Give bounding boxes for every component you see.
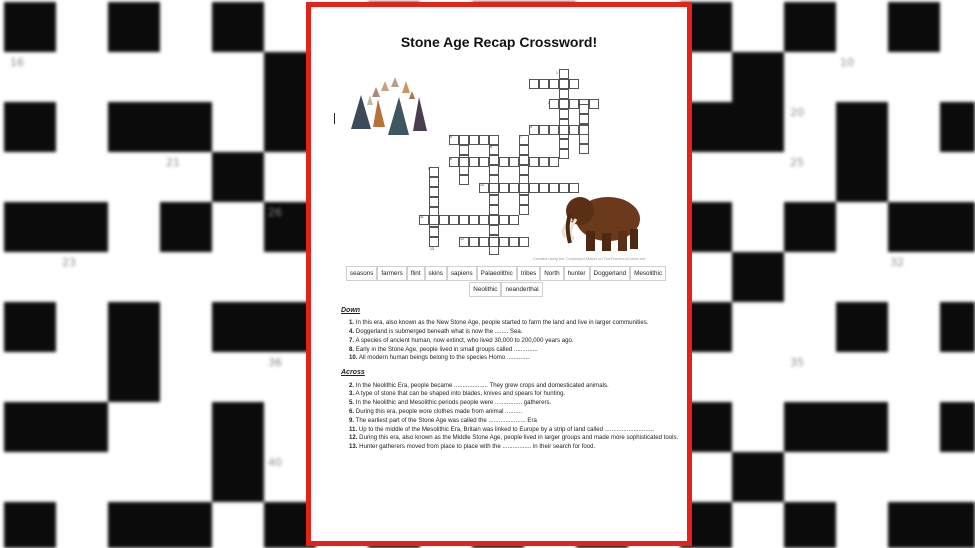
clue-item (341, 328, 681, 336)
crossword-cell[interactable] (469, 215, 479, 225)
background-black-cell (836, 102, 888, 152)
background-black-cell (940, 202, 975, 252)
crossword-cell[interactable] (459, 135, 469, 145)
crossword-cell[interactable] (449, 215, 459, 225)
clue-item (341, 408, 681, 416)
crossword-cell[interactable] (479, 237, 489, 247)
crossword-cell[interactable] (579, 144, 589, 154)
crossword-cell[interactable] (489, 225, 499, 235)
background-black-cell (784, 502, 836, 548)
crossword-cell[interactable] (579, 114, 589, 124)
background-black-cell (940, 102, 975, 152)
crossword-cell[interactable] (519, 237, 529, 247)
word-bank-item: flint (407, 266, 425, 281)
crossword-cell[interactable] (579, 125, 589, 135)
crossword-cell[interactable] (529, 79, 539, 89)
background-black-cell (4, 202, 56, 252)
clues-section (341, 307, 681, 452)
crossword-cell[interactable] (519, 145, 529, 155)
crossword-cell[interactable] (539, 183, 549, 193)
clue-text: All modern human beings belong to the species Homo .............. (357, 354, 531, 362)
crossword-cell[interactable] (489, 155, 499, 165)
background-black-cell (212, 402, 264, 452)
clue-item (341, 399, 681, 407)
crossword-cell[interactable] (429, 187, 439, 197)
crossword-cell[interactable] (519, 205, 529, 215)
background-black-cell (732, 52, 784, 102)
background-black-cell (836, 402, 888, 452)
background-cell-number: 26 (268, 206, 282, 219)
crossword-cell[interactable] (479, 157, 489, 167)
crossword-cell[interactable] (479, 135, 489, 145)
background-cell-number: 23 (62, 256, 76, 269)
crossword-cell[interactable] (459, 157, 469, 167)
clue-number: 2. (349, 381, 355, 389)
crossword-cell[interactable] (579, 104, 589, 114)
crossword-cell[interactable] (429, 215, 439, 225)
background-cell-number: 21 (166, 156, 180, 169)
crossword-cell[interactable] (459, 215, 469, 225)
clue-text: During this era, also known as the Middle Stone Age, people lived in larger groups and made more sophisticated tools. (357, 434, 679, 442)
background-cell-number: 10 (840, 56, 854, 69)
background-black-cell (108, 302, 160, 352)
clue-text: A species of ancient human, now extinct, who lived 30,000 to 200,000 years ago. (354, 336, 574, 344)
crossword-cell[interactable] (509, 157, 519, 167)
background-cell-number: 20 (790, 106, 804, 119)
crossword-cell[interactable] (489, 237, 499, 247)
crossword-cell[interactable] (429, 237, 439, 247)
clue-item (341, 346, 681, 354)
across-clues (341, 382, 681, 452)
clue-text: In this era, also known as the New Stone Age, people started to farm the land and live in larger communities. (354, 319, 649, 327)
crossword-cell[interactable] (429, 167, 439, 177)
word-bank-item: Mesolithic (630, 266, 666, 281)
clue-text: A type of stone that can be shaped into blades, knives and spears for hunting. (354, 390, 566, 398)
crossword-cell[interactable] (499, 215, 509, 225)
clue-item (341, 337, 681, 345)
clue-text: Early in the Stone Age, people lived in small groups called .............. (354, 345, 538, 353)
clue-text: In the Neolithic Era, people became .................... They grew crops and domesticated animals. (354, 381, 609, 389)
crossword-cell[interactable] (429, 177, 439, 187)
clue-number: 11. (349, 425, 358, 433)
background-black-cell (212, 452, 264, 502)
across-heading: Across (341, 369, 365, 377)
credit-text: Created using the Crossword Maker on TheTeachersCorner.net (533, 256, 646, 261)
crossword-cell-number: 13 (430, 247, 434, 251)
background-black-cell (4, 2, 56, 52)
word-bank-item: hunter (564, 266, 590, 281)
crossword-cell[interactable] (509, 215, 519, 225)
background-black-cell (108, 502, 160, 548)
clue-item (341, 319, 681, 327)
mammoth-image (556, 185, 652, 255)
word-bank-item: Palaeolithic (477, 266, 517, 281)
crossword-cell-number: 9 (428, 167, 430, 171)
word-bank (343, 266, 669, 298)
background-black-cell (836, 152, 888, 202)
background-black-cell (732, 102, 784, 152)
crossword-cell[interactable] (519, 155, 529, 165)
clue-text: Hunter gatherers moved from place to place with the ................. in their search for food. (357, 443, 596, 451)
background-black-cell (784, 202, 836, 252)
down-heading: Down (341, 307, 361, 314)
clue-number: 10. (349, 354, 358, 362)
clue-text: During this era, people wore clothes made from animal .......... (354, 407, 523, 415)
crossword-cell[interactable] (489, 183, 499, 193)
crossword-cell[interactable] (499, 183, 509, 193)
background-black-cell (940, 302, 975, 352)
background-black-cell (4, 102, 56, 152)
clue-item (341, 417, 681, 425)
crossword-cell[interactable] (429, 227, 439, 237)
crossword-cell[interactable] (549, 157, 559, 167)
word-bank-item: sapiens (447, 266, 477, 281)
crossword-cell[interactable] (559, 79, 569, 89)
clue-number: 1. (349, 319, 355, 327)
crossword-cell[interactable] (589, 99, 599, 109)
clue-number: 5. (349, 399, 355, 407)
crossword-cell[interactable] (429, 197, 439, 207)
crossword-cell[interactable] (559, 69, 569, 79)
crossword-cell[interactable] (549, 79, 559, 89)
crossword-cell[interactable] (519, 165, 529, 175)
background-black-cell (940, 502, 975, 548)
crossword-cell[interactable] (549, 99, 559, 109)
background-black-cell (212, 302, 264, 352)
clue-number: 6. (349, 407, 355, 415)
background-black-cell (212, 2, 264, 52)
background-black-cell (836, 302, 888, 352)
crossword-cell[interactable] (469, 237, 479, 247)
crossword-cell[interactable] (489, 165, 499, 175)
crossword-cell[interactable] (469, 135, 479, 145)
clue-number: 3. (349, 390, 355, 398)
clue-item (341, 354, 681, 362)
background-black-cell (108, 2, 160, 52)
clue-item (341, 390, 681, 398)
background-black-cell (160, 102, 212, 152)
clue-number: 13. (349, 443, 358, 451)
crossword-cell[interactable] (529, 157, 539, 167)
crossword-cell[interactable] (459, 175, 469, 185)
crossword-cell[interactable] (579, 134, 589, 144)
clue-number: 12. (349, 434, 358, 442)
crossword-cell[interactable] (439, 215, 449, 225)
clue-item (341, 443, 681, 451)
background-black-cell (56, 402, 108, 452)
crossword-cell-number: 11 (420, 215, 424, 219)
word-bank-item: farmers (377, 266, 406, 281)
crossword-cell[interactable] (539, 79, 549, 89)
word-bank-item: North (540, 266, 563, 281)
clue-text: The earliest part of the Stone Age was called the ...................... Era (354, 416, 537, 424)
background-cell-number: 32 (890, 256, 904, 269)
crossword-cell[interactable] (509, 237, 519, 247)
crossword-cell[interactable] (569, 79, 579, 89)
word-bank-item: skins (425, 266, 447, 281)
crossword-cell-number: 6 (450, 157, 452, 161)
crossword-cell-number: 7 (520, 135, 522, 139)
crossword-cell[interactable] (559, 89, 569, 99)
crossword-worksheet (306, 2, 692, 546)
clue-text: In the Neolithic and Mesolithic periods people were ................ gatherers. (354, 399, 552, 407)
crossword-cell[interactable] (499, 237, 509, 247)
clue-text: Doggerland is submerged beneath what is now the ........ Sea. (354, 328, 523, 336)
background-cell-number: 16 (10, 56, 24, 69)
crossword-cell[interactable] (479, 215, 489, 225)
clue-number: 8. (349, 345, 355, 353)
crossword-cell[interactable] (549, 125, 559, 135)
clue-number: 7. (349, 336, 355, 344)
crossword-cell[interactable] (559, 139, 569, 149)
background-black-cell (784, 2, 836, 52)
background-cell-number: 35 (790, 356, 804, 369)
background-black-cell (888, 202, 940, 252)
word-bank-item: neanderthal (501, 282, 542, 297)
crossword-cell-number: 4 (578, 103, 580, 107)
crossword-cell[interactable] (569, 125, 579, 135)
background-black-cell (160, 202, 212, 252)
crossword-cell[interactable] (559, 99, 569, 109)
background-black-cell (108, 352, 160, 402)
background-black-cell (4, 502, 56, 548)
down-clues (341, 319, 681, 362)
crossword-cell-number: 3 (530, 125, 532, 129)
background-black-cell (888, 2, 940, 52)
word-bank-item: Doggerland (590, 266, 631, 281)
crossword-cell[interactable] (499, 157, 509, 167)
crossword-cell[interactable] (489, 205, 499, 215)
crossword-cell[interactable] (519, 195, 529, 205)
background-black-cell (940, 402, 975, 452)
crossword-cell-number: 8 (490, 145, 492, 149)
clue-text: Up to the middle of the Mesolithic Era, Britain was linked to Europe by a strip of land called ............................. (357, 425, 654, 433)
background-cell-number: 25 (790, 156, 804, 169)
background-black-cell (160, 502, 212, 548)
crossword-cell[interactable] (509, 183, 519, 193)
background-black-cell (4, 302, 56, 352)
crossword-cell[interactable] (559, 149, 569, 159)
background-cell-number: 40 (268, 456, 282, 469)
crossword-cell[interactable] (489, 215, 499, 225)
clue-number: 4. (349, 328, 355, 336)
crossword-cell[interactable] (489, 135, 499, 145)
crossword-cell[interactable] (559, 109, 569, 119)
background-black-cell (888, 502, 940, 548)
crossword-cell-number: 10 (480, 183, 484, 187)
background-black-cell (56, 202, 108, 252)
crossword-cell[interactable] (459, 145, 469, 155)
word-bank-item: tribes (517, 266, 540, 281)
background-black-cell (108, 102, 160, 152)
crossword-cell[interactable] (469, 157, 479, 167)
clue-number: 9. (349, 416, 355, 424)
crossword-cell-number: 2 (548, 101, 550, 105)
background-black-cell (4, 402, 56, 452)
crossword-cell[interactable] (489, 195, 499, 205)
word-bank-item: Neolithic (469, 282, 501, 297)
background-black-cell (732, 452, 784, 502)
crossword-cell[interactable] (529, 183, 539, 193)
worksheet-title: Stone Age Recap Crossword! (400, 34, 598, 50)
crossword-cell[interactable] (519, 183, 529, 193)
background-cell-number: 36 (268, 356, 282, 369)
clue-item (341, 382, 681, 390)
background-black-cell (732, 252, 784, 302)
background-black-cell (784, 402, 836, 452)
background-black-cell (212, 152, 264, 202)
word-bank-item: seasons (346, 266, 377, 281)
crossword-cell-number: 5 (450, 135, 452, 139)
crossword-cell-number: 1 (556, 71, 558, 75)
crossword-cell[interactable] (539, 157, 549, 167)
clue-item (341, 426, 681, 434)
crossword-cell[interactable] (559, 125, 569, 135)
clue-item (341, 434, 681, 442)
crossword-cell[interactable] (539, 125, 549, 135)
crossword-cell-number: 12 (460, 237, 464, 241)
